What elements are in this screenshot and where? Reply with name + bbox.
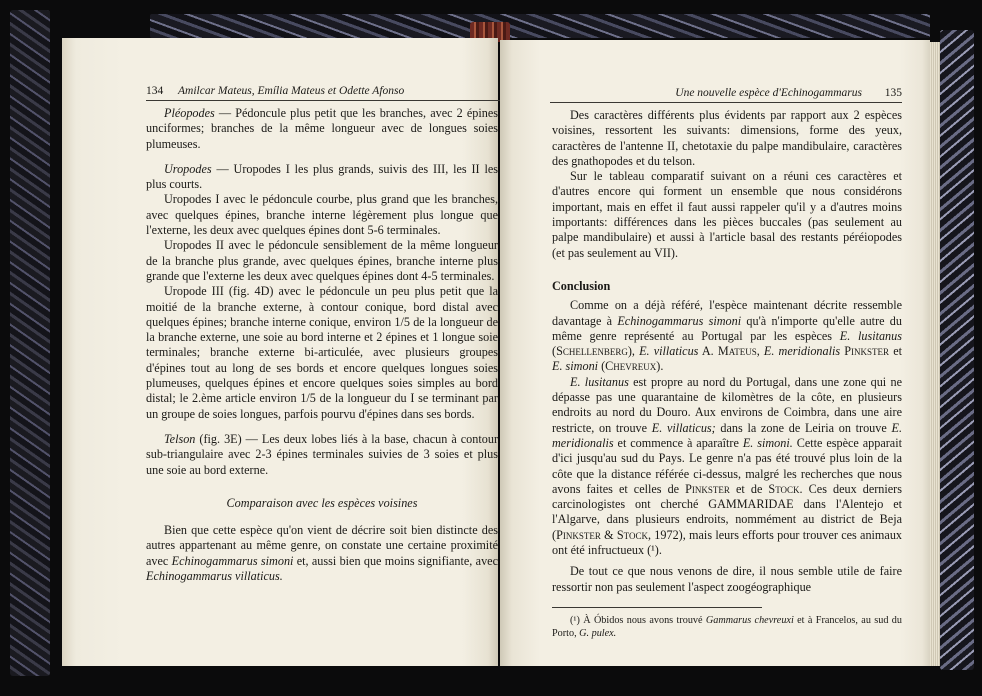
uropode-2-paragraph: Uropodes II avec le pédoncule sensiblement de la même longueur de la branche plus grande, avec quelques épines, branche interne plus grande que l'externe les deux avec quelques épines dont 4-5 terminales. [146, 238, 498, 283]
footnote-rule [552, 607, 762, 608]
right-header-rule [550, 102, 902, 103]
conclusion-paragraph-2: E. lusitanus est propre au nord du Portugal, dans une zone qui ne dépasse pas une quarantaine de kilomètres de la côte, en plusieurs endroits au nord du Douro. Aux environs de Coimbra, dans une aire restricte, on trouve E. villaticus; dans la zone de Leiria on trouve E. meridionalis et commence à aparaître E. simoni. Cette espèce apparait d'ici jusqu'au sud du Pays. Le genre n'a pas été trouvé plus loin de la côte que la distance référée ci-dessus, malgré les recherches que nous avons faites et celles de Pinkster et de Stock. Ces deux derniers carcinologistes ont cherché GAMMARIDAE dans l'Alentejo et l'Algarve, dans plusieurs endroits, nommément au district de Beja (Pinkster & Stock, 1972), mais leurs efforts pour trouver ces animaux ont été infructueux (¹). [552, 374, 903, 558]
pleopodes-paragraph: Pléopodes — Pédoncule plus petit que les branches, avec 2 épines unciformes; branches de la même longueur avec de longues soies plumeuses. [146, 106, 498, 151]
cover-marbled-left [10, 10, 50, 676]
left-body-text [146, 106, 498, 584]
uropode-3-paragraph: Uropode III (fig. 4D) avec le pédoncule un peu plus petit que la moitié de la branche externe, à contour conique, bord distal avec quelques épines; branche interne conique, environ 1/5 de la longueur de la branche externe, une soie au bord interne et 2 épines et 1 longue soie terminales; branche externe bi-articulée, avec plusieurs groupes d'épines tout au long de ses bords et encore quelques longues soies plumeuses, quelques épines et encore quelques soies simples au bord distal; le 2.ème article environ 1/5 de la longueur du I se terminant par un groupe de soies longues, parfois pourvu d'épines dans ses bords. [146, 284, 498, 421]
right-body-text [552, 108, 902, 640]
cover-marbled-right [940, 30, 974, 670]
footnote: (¹) À Óbidos nous avons trouvé Gammarus chevreuxi et à Francelos, au sud du Porto, G. pulex. [552, 614, 902, 640]
left-header [146, 84, 498, 98]
conclusion-paragraph-1: Comme on a déjà référé, l'espèce maintenant décrite ressemble davantage à Echinogammarus simoni qu'à n'importe qu'elle autre du même genre représenté au Portugal par les espèces E. lusitanus (Schellenberg), E. villaticus A. Mateus, E. meridionalis Pinkster et E. simoni (Chevreux). [552, 298, 902, 374]
conclusion-heading: Conclusion [552, 278, 611, 293]
comparison-paragraph: Bien que cette espèce qu'on vient de décrire soit bien distincte des autres appartenant au même genre, on constate une certaine proximité avec Echinogammarus simoni et, aussi bien que moins signifiante, avec Echinogammarus villaticus. [146, 523, 498, 584]
uropodes-label: Uropodes [164, 161, 212, 176]
right-header [554, 86, 902, 100]
left-page-number: 134 [146, 85, 164, 97]
pleopodes-label: Pléopodes [164, 106, 215, 120]
right-page-number: 135 [884, 87, 902, 99]
telson-label: Telson [164, 431, 196, 446]
right-running-head: Une nouvelle espèce d'Echinogammarus [675, 87, 862, 99]
cover-marbled-top [150, 14, 930, 38]
right-page [500, 40, 930, 666]
differences-paragraph: Des caractères différents plus évidents par rapport aux 2 espèces voisines, ressortent les suivants: dimensions, forme des yeux, caractères de l'antenne II, chetotaxie du palpe mandibulaire, caractères des gnathopodes et du telson. [552, 108, 902, 168]
comparison-section-title: Comparaison avec les espèces voisines [226, 495, 418, 510]
uropode-1-paragraph: Uropodes I avec le pédoncule courbe, plus grand que les branches, avec quelques épines, branche interne légèrement plus longue que l'externe, les deux avec quelques épines dont 5-6 terminales. [146, 192, 498, 238]
left-header-rule [146, 100, 501, 101]
left-running-head: Amilcar Mateus, Emília Mateus et Odette Afonso [178, 85, 405, 97]
conclusion-paragraph-3: De tout ce que nous venons de dire, il nous semble utile de faire ressortir non pas seulement l'aspect zoogéographique [552, 564, 902, 594]
comparative-table-paragraph: Sur le tableau comparatif suivant on a réuni ces caractères et d'autres encore qui forment un ensemble que nous considérons important, mais en effet il faut aussi rappeler qu'il y a d'autres moins importants: différences dans les pièces buccales (pas seulement au palpe mandibulaire) et aussi à l'article basal des restants péréiopodes (et pas seulement au VII). [552, 169, 902, 260]
left-page [62, 38, 498, 666]
uropodes-paragraph: Uropodes — Uropodes I les plus grands, suivis des III, les II les plus courts. [146, 161, 498, 192]
telson-paragraph: Telson (fig. 3E) — Les deux lobes liés à la base, chacun à contour sub-triangulaire avec 2-3 épines terminales suivies de 3 soies et plus une soie au bord externe. [146, 431, 498, 477]
